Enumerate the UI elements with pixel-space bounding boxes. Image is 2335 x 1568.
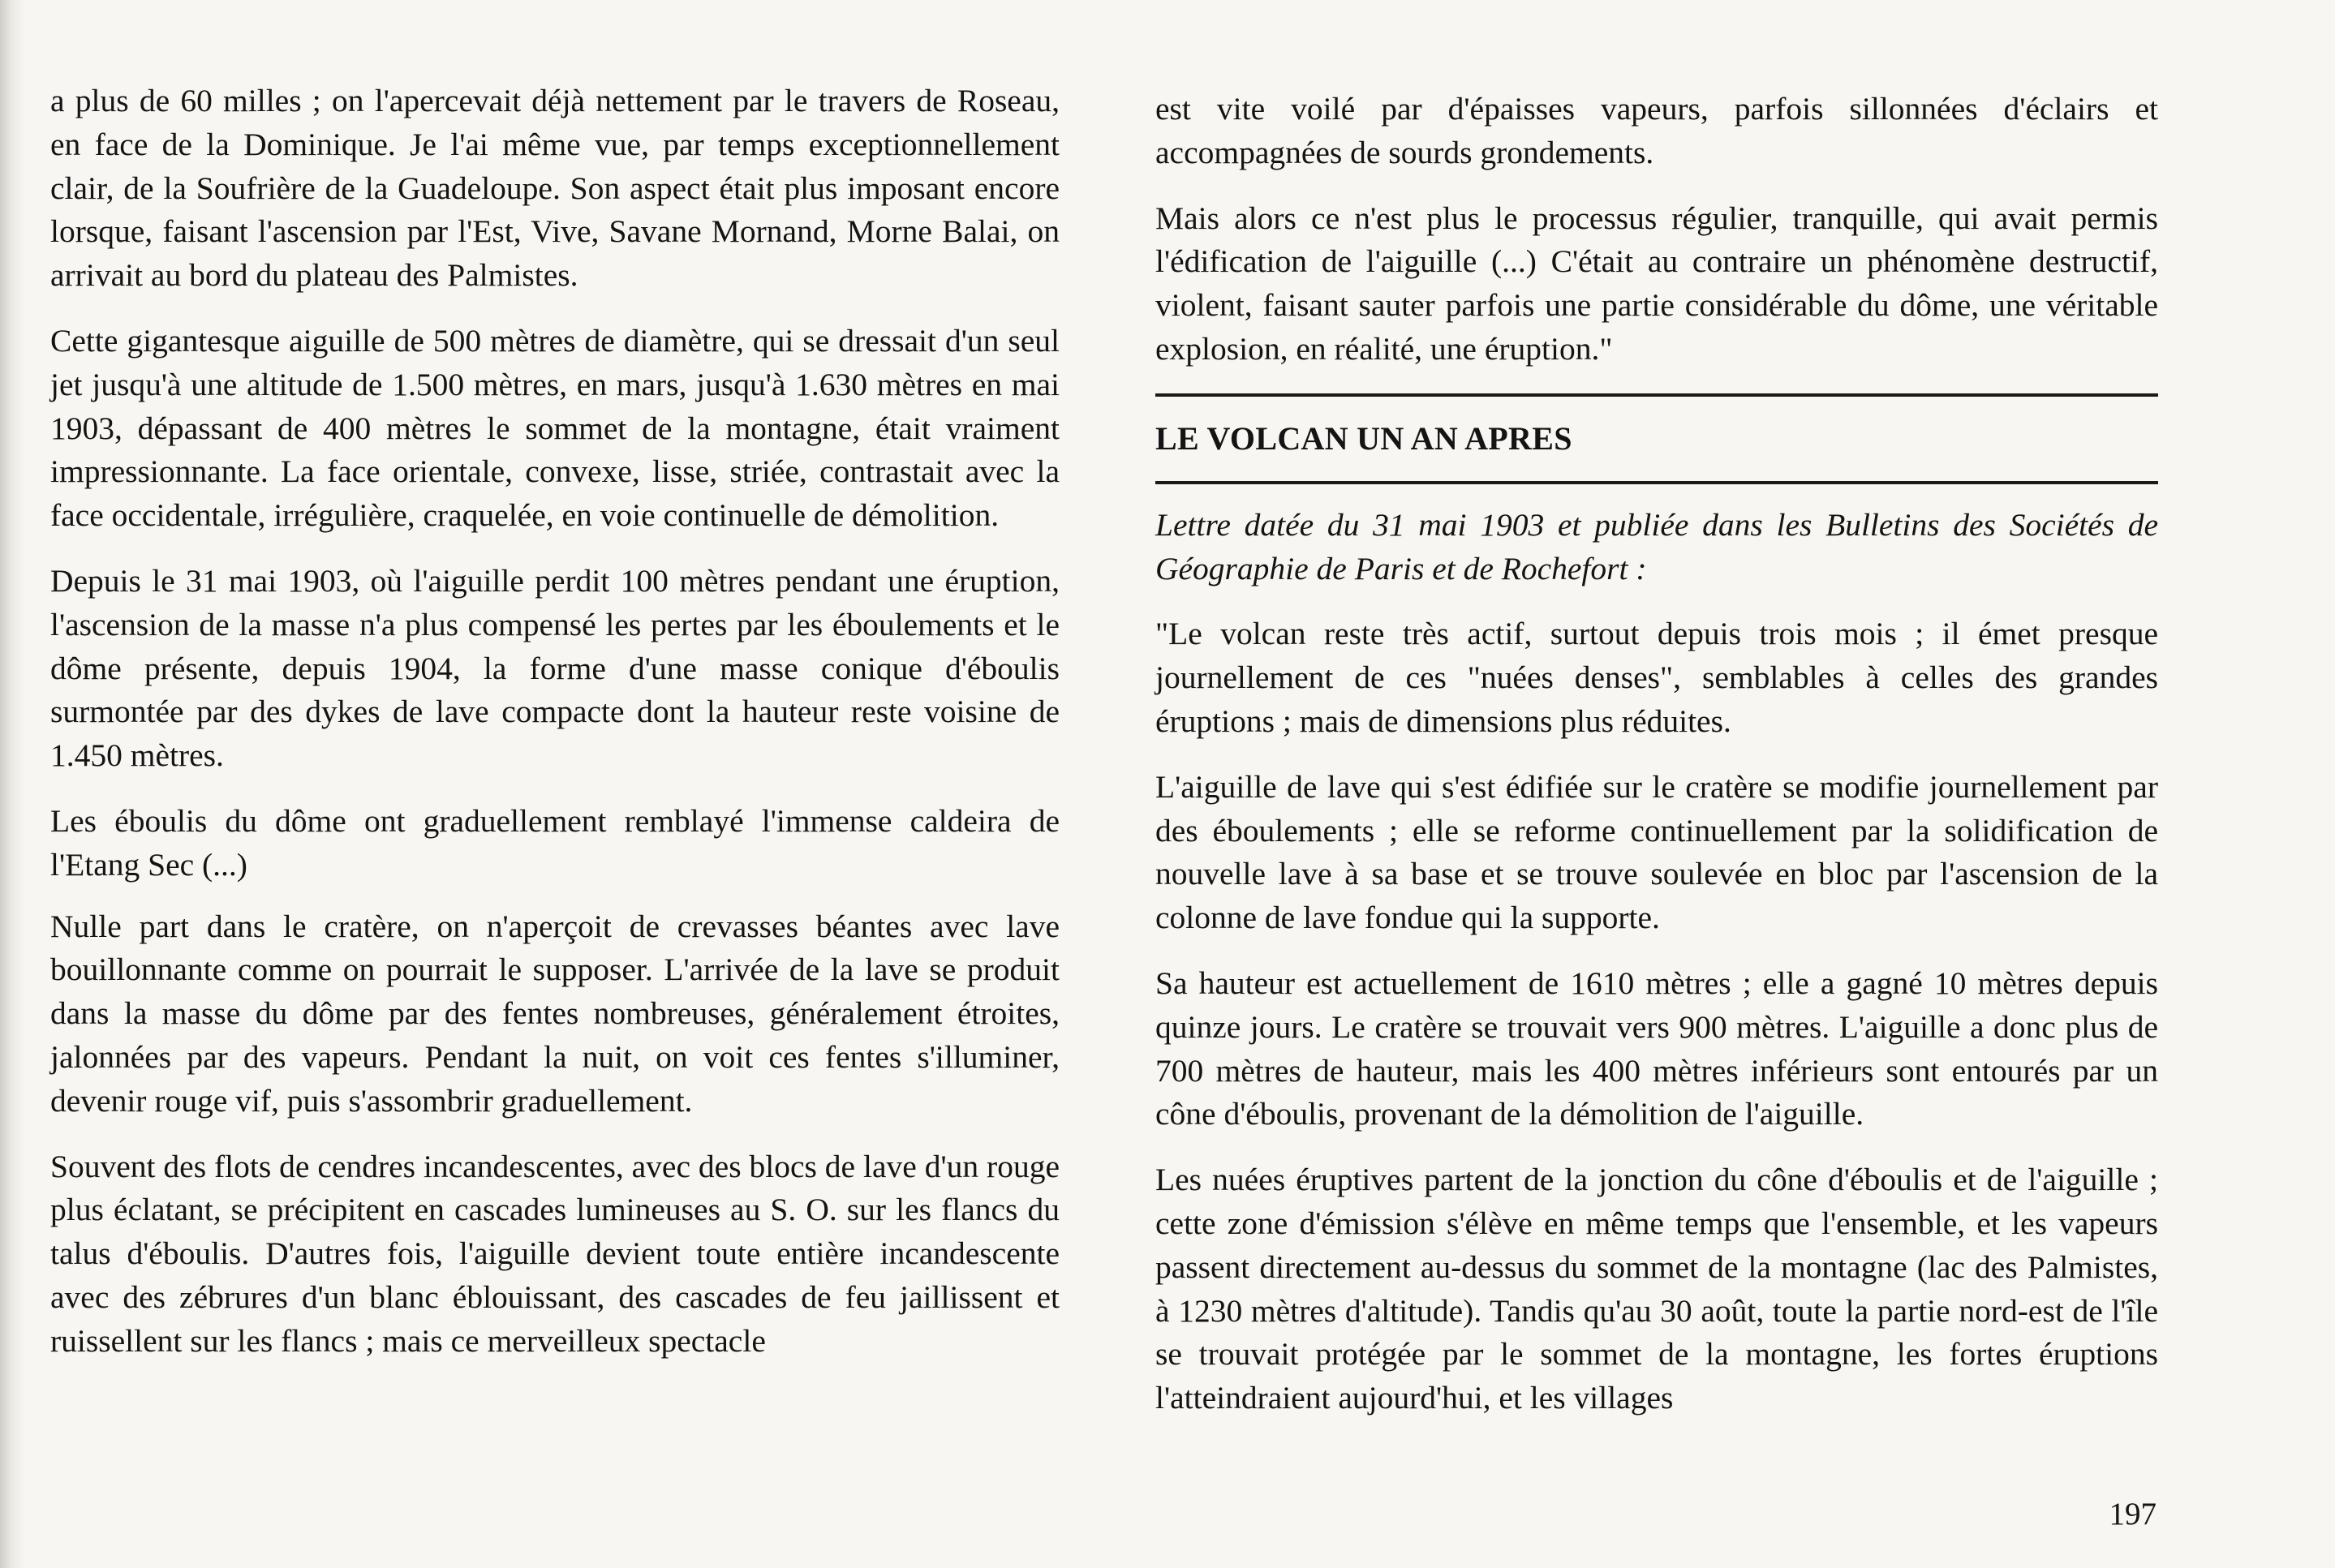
paragraph: a plus de 60 milles ; on l'apercevait déjà nettement par le travers de Roseau, en face de la Dominique. Je l'ai même vue, par temps exceptionnellement clair, de la Soufrière de la Guadeloupe. Son aspect était plus imposant encore lorsque, faisant l'ascension par l'Est, Vive, Savane Mornand, Morne Balai, on arrivait au bord du plateau des Palmistes.: [50, 83, 1060, 294]
letter-intro: Lettre datée du 31 mai 1903 et publiée dans les Bulletins des Sociétés de Géographie de Paris et de Rochefort :: [1155, 506, 2158, 586]
right-column: [1155, 88, 2158, 1442]
paragraph: Les éboulis du dôme ont graduellement remblayé l'immense caldeira de l'Etang Sec (...): [50, 802, 1060, 883]
paragraph: Mais alors ce n'est plus le processus régulier, tranquille, qui avait permis l'édification de l'aiguille (...) C'était au contraire un phénomène destructif, violent, faisant sauter parfois une partie considérable du dôme, une véritable explosion, en réalité, une éruption.": [1155, 200, 2158, 367]
paragraph: "Le volcan reste très actif, surtout depuis trois mois ; il émet presque journellement de ces "nuées denses", semblables à celles des grandes éruptions ; mais de dimensions plus réduites.: [1155, 616, 2158, 739]
section-rule-bottom: [1155, 481, 2158, 484]
paragraph: Les nuées éruptives partent de la jonction du cône d'éboulis et de l'aiguille ; cette zone d'émission s'élève en même temps que l'ensemble, et les vapeurs passent directement au-dessus du sommet de la montagne (lac des Palmistes, à 1230 mètres d'altitude). Tandis qu'au 30 août, toute la partie nord-est de l'île se trouvait protégée par le sommet de la montagne, les fortes éruptions l'atteindraient aujourd'hui, et les villages: [1155, 1162, 2158, 1416]
paragraph: L'aiguille de lave qui s'est édifiée sur le cratère se modifie journellement par des éboulements ; elle se reforme continuellement par la solidification de nouvelle lave à sa base et se trouve soulevée en bloc par l'ascension de la colonne de lave fondue qui la supporte.: [1155, 768, 2158, 936]
paragraph: Sa hauteur est actuellement de 1610 mètres ; elle a gagné 10 mètres depuis quinze jours. Le cratère se trouvait vers 900 mètres. L'aiguille a donc plus de 700 mètres de hauteur, mais les 400 mètres inférieurs sont entourés par un cône d'éboulis, provenant de la démolition de l'aiguille.: [1155, 964, 2158, 1132]
section-rule-top: [1155, 393, 2158, 397]
section-heading: LE VOLCAN UN AN APRES: [1155, 419, 1572, 457]
paragraph: est vite voilé par d'épaisses vapeurs, parfois sillonnées d'éclairs et accompagnées de sourds grondements.: [1155, 91, 2158, 170]
paragraph: Souvent des flots de cendres incandescentes, avec des blocs de lave d'un rouge plus éclatant, se précipitent en cascades lumineuses au S. O. sur les flancs du talus d'éboulis. D'autres fois, l'aiguille devient toute entière incandescente avec des zébrures d'un blanc éblouissant, des cascades de feu jaillissent et ruissellent sur les flancs ; mais ce merveilleux spectacle: [50, 1148, 1060, 1359]
page-number: 197: [2109, 1497, 2157, 1531]
paragraph: Cette gigantesque aiguille de 500 mètres de diamètre, qui se dressait d'un seul jet jusqu'à une altitude de 1.500 mètres, en mars, jusqu'à 1.630 mètres en mai 1903, dépassant de 400 mètres le sommet de la montagne, était vraiment impressionnante. La face orientale, convexe, lisse, striée, contrastait avec la face occidentale, irrégulière, craquelée, en voie continuelle de démolition.: [50, 322, 1060, 534]
paragraph: Nulle part dans le cratère, on n'aperçoit de crevasses béantes avec lave bouillonnante comme on pourrait le supposer. L'arrivée de la lave se produit dans la masse du dôme par des fentes nombreuses, généralement étroites, jalonnées par des vapeurs. Pendant la nuit, on voit ces fentes s'illuminer, devenir rouge vif, puis s'assombrir graduellement.: [50, 908, 1060, 1119]
paragraph: Depuis le 31 mai 1903, où l'aiguille perdit 100 mètres pendant une éruption, l'ascension de la masse n'a plus compensé les pertes par les éboulements et le dôme présente, depuis 1904, la forme d'une masse conique d'éboulis surmontée par des dykes de lave compacte dont la hauteur reste voisine de 1.450 mètres.: [50, 562, 1060, 774]
left-column: [50, 79, 1060, 1385]
